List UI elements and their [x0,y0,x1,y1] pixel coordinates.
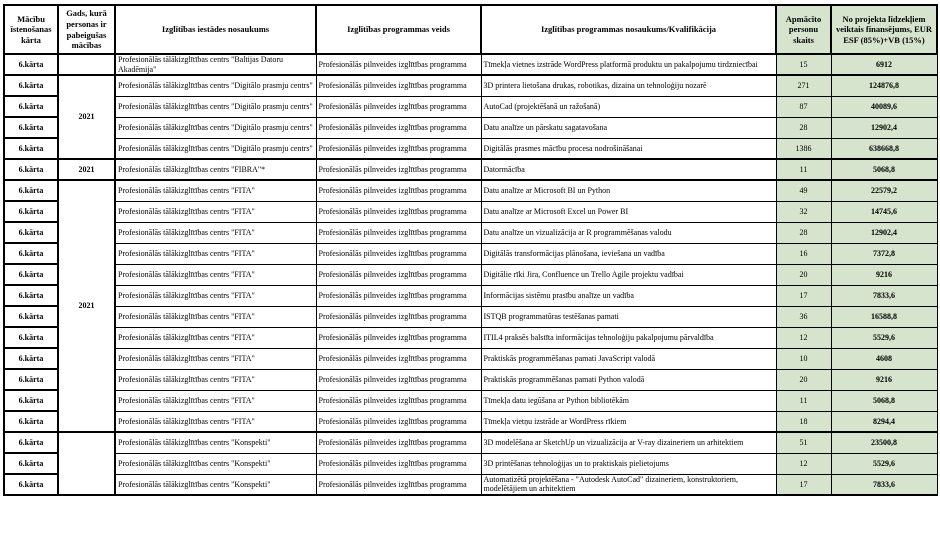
program-name-cell: 3D modelēšana ar SketchUp un vizualizācija ar V-ray dizaineriem un arhitektiem [481,432,776,453]
program-type-cell: Profesionālās pilnveides izglītības programma [316,159,481,180]
funding-amount-cell: 7372,8 [831,243,937,264]
institution-cell: Profesionālās tālākizglītības centrs "FIBRA"* [115,159,316,180]
program-type-cell: Profesionālās pilnveides izglītības programma [316,390,481,411]
program-name-cell: Digitālās transformācijas plānošana, ieviešana un vadība [481,243,776,264]
trained-count-cell: 1386 [776,138,831,159]
institution-cell: Profesionālās tālākizglītības centrs "FITA" [115,222,316,243]
trained-count-cell: 11 [776,390,831,411]
round-cell: 6.kārta [4,117,58,138]
trained-count-cell: 20 [776,264,831,285]
program-type-cell: Profesionālās pilnveides izglītības programma [316,348,481,369]
funding-amount-cell: 40089,6 [831,96,937,117]
program-type-cell: Profesionālās pilnveides izglītības programma [316,201,481,222]
program-name-cell: Datu analīze ar Microsoft BI un Python [481,180,776,201]
program-name-cell: 3D printera lietošana drukas, robotikas, dizaina un tehnoloģiju nozarē [481,75,776,96]
column-header-iestade: Izglītības iestādes nosaukums [115,5,316,54]
program-type-cell: Profesionālās pilnveides izglītības programma [316,411,481,432]
institution-cell: Profesionālās tālākizglītības centrs "FITA" [115,369,316,390]
institution-cell: Profesionālās tālākizglītības centrs "FITA" [115,348,316,369]
program-type-cell: Profesionālās pilnveides izglītības programma [316,453,481,474]
table-row [4,453,937,474]
program-name-cell: Tīmekļa datu iegūšana ar Python bibliotēkām [481,390,776,411]
trained-count-cell: 12 [776,453,831,474]
trained-count-cell: 36 [776,306,831,327]
round-cell: 6.kārta [4,327,58,348]
round-cell: 6.kārta [4,138,58,159]
round-cell: 6.kārta [4,159,58,180]
table-row [4,411,937,432]
program-name-cell: Datormācība [481,159,776,180]
program-name-cell: AutoCad (projektēšanā un ražošanā) [481,96,776,117]
round-cell: 6.kārta [4,369,58,390]
institution-cell: Profesionālās tālākizglītības centrs "FITA" [115,327,316,348]
funding-amount-cell: 5529,6 [831,453,937,474]
institution-cell: Profesionālās tālākizglītības centrs "Digitālo prasmju centrs" [115,138,316,159]
funding-amount-cell: 16588,8 [831,306,937,327]
table-row [4,138,937,159]
header-row [4,5,937,54]
funding-amount-cell: 9216 [831,369,937,390]
program-type-cell: Profesionālās pilnveides izglītības programma [316,285,481,306]
trained-count-cell: 87 [776,96,831,117]
institution-cell: Profesionālās tālākizglītības centrs "Konspekti" [115,474,316,495]
round-cell: 6.kārta [4,285,58,306]
funding-amount-cell: 5068,8 [831,390,937,411]
institution-cell: Profesionālās tālākizglītības centrs "FITA" [115,243,316,264]
institution-cell: Profesionālās tālākizglītības centrs "FITA" [115,390,316,411]
column-header-finansejums: No projekta līdzekļiem veiktais finansējums, EUR ESF (85%)+VB (15%) [831,5,937,54]
round-cell: 6.kārta [4,348,58,369]
round-cell: 6.kārta [4,390,58,411]
round-cell: 6.kārta [4,180,58,201]
institution-cell: Profesionālās tālākizglītības centrs "FITA" [115,306,316,327]
funding-amount-cell: 124876,8 [831,75,937,96]
trained-count-cell: 11 [776,159,831,180]
institution-cell: Profesionālās tālākizglītības centrs "Baltijas Datoru Akadēmija" [115,54,316,75]
trained-count-cell: 32 [776,201,831,222]
year-cell: 2021 [58,75,115,159]
year-cell: 2021 [58,180,115,432]
program-name-cell: Datu analīze ar Microsoft Excel un Power BI [481,201,776,222]
table-row [4,96,937,117]
program-type-cell: Profesionālās pilnveides izglītības programma [316,54,481,75]
institution-cell: Profesionālās tālākizglītības centrs "Digitālo prasmju centrs" [115,96,316,117]
table-row [4,54,937,75]
trained-count-cell: 15 [776,54,831,75]
year-cell [58,432,115,495]
round-cell: 6.kārta [4,306,58,327]
institution-cell: Profesionālās tālākizglītības centrs "FITA" [115,201,316,222]
round-cell: 6.kārta [4,411,58,432]
program-type-cell: Profesionālās pilnveides izglītības programma [316,75,481,96]
program-name-cell: Digitālie rīki Jira, Confluence un Trello Agile projektu vadībai [481,264,776,285]
year-cell: 2021 [58,159,115,180]
program-type-cell: Profesionālās pilnveides izglītības programma [316,369,481,390]
round-cell: 6.kārta [4,243,58,264]
trained-count-cell: 49 [776,180,831,201]
program-type-cell: Profesionālās pilnveides izglītības programma [316,264,481,285]
table-row [4,327,937,348]
table-row [4,243,937,264]
round-cell: 6.kārta [4,201,58,222]
funding-amount-cell: 12902,4 [831,117,937,138]
funding-amount-cell: 6912 [831,54,937,75]
program-type-cell: Profesionālās pilnveides izglītības programma [316,432,481,453]
table-row [4,117,937,138]
round-cell: 6.kārta [4,54,58,75]
trained-count-cell: 51 [776,432,831,453]
trained-count-cell: 18 [776,411,831,432]
column-header-programmas-veids: Izglītības programmas veids [316,5,481,54]
trained-count-cell: 16 [776,243,831,264]
table-row [4,369,937,390]
year-cell [58,54,115,75]
trained-count-cell: 20 [776,369,831,390]
trained-count-cell: 271 [776,75,831,96]
program-name-cell: 3D printēšanas tehnoloģijas un to praktiskais pielietojums [481,453,776,474]
funding-amount-cell: 5068,8 [831,159,937,180]
funding-amount-cell: 638668,8 [831,138,937,159]
trained-count-cell: 10 [776,348,831,369]
table-row [4,285,937,306]
program-name-cell: Datu analīze un vizualizācija ar R programmēšanas valodu [481,222,776,243]
trained-count-cell: 17 [776,285,831,306]
program-name-cell: Automatizētā projektēšana - "Autodesk AutoCad" dizaineriem, konstruktoriem, modelētājiem un arhitektiem [481,474,776,495]
funding-amount-cell: 4608 [831,348,937,369]
round-cell: 6.kārta [4,432,58,453]
program-type-cell: Profesionālās pilnveides izglītības programma [316,117,481,138]
funding-amount-cell: 22579,2 [831,180,937,201]
funding-amount-cell: 14745,6 [831,201,937,222]
program-name-cell: Praktiskās programmēšanas pamati JavaScript valodā [481,348,776,369]
table-body [4,54,937,495]
program-name-cell: Tīmekļa vietņu izstrāde ar WordPress rīkiem [481,411,776,432]
program-type-cell: Profesionālās pilnveides izglītības programma [316,96,481,117]
program-name-cell: Informācijas sistēmu prasību analīze un vadība [481,285,776,306]
program-type-cell: Profesionālās pilnveides izglītības programma [316,306,481,327]
table-row [4,390,937,411]
funding-amount-cell: 5529,6 [831,327,937,348]
institution-cell: Profesionālās tālākizglītības centrs "Digitālo prasmju centrs" [115,75,316,96]
trained-count-cell: 28 [776,222,831,243]
table-row [4,264,937,285]
funding-amount-cell: 7833,6 [831,285,937,306]
table-row [4,222,937,243]
institution-cell: Profesionālās tālākizglītības centrs "FITA" [115,264,316,285]
trained-count-cell: 17 [776,474,831,495]
institution-cell: Profesionālās tālākizglītības centrs "Konspekti" [115,432,316,453]
table-row [4,432,937,453]
program-name-cell: Tīmekļa vietnes izstrāde WordPress platformā produktu un pakalpojumu tirdzniecībai [481,54,776,75]
round-cell: 6.kārta [4,222,58,243]
institution-cell: Profesionālās tālākizglītības centrs "FITA" [115,180,316,201]
program-type-cell: Profesionālās pilnveides izglītības programma [316,222,481,243]
round-cell: 6.kārta [4,453,58,474]
column-header-karta: Mācību īstenošanas kārta [4,5,58,54]
institution-cell: Profesionālās tālākizglītības centrs "FITA" [115,285,316,306]
round-cell: 6.kārta [4,75,58,96]
table-row [4,474,937,495]
program-type-cell: Profesionālās pilnveides izglītības programma [316,243,481,264]
funding-amount-cell: 9216 [831,264,937,285]
program-type-cell: Profesionālās pilnveides izglītības programma [316,327,481,348]
institution-cell: Profesionālās tālākizglītības centrs "FITA" [115,411,316,432]
program-type-cell: Profesionālās pilnveides izglītības programma [316,138,481,159]
table-row [4,159,937,180]
program-name-cell: Datu analīze un pārskatu sagatavošana [481,117,776,138]
trained-count-cell: 28 [776,117,831,138]
program-type-cell: Profesionālās pilnveides izglītības programma [316,180,481,201]
round-cell: 6.kārta [4,474,58,495]
program-name-cell: Digitālās prasmes mācību procesa nodrošināšanai [481,138,776,159]
table-row [4,306,937,327]
program-name-cell: ISTQB programmatūras testēšanas pamati [481,306,776,327]
program-type-cell: Profesionālās pilnveides izglītības programma [316,474,481,495]
funding-amount-cell: 8294,4 [831,411,937,432]
table-row [4,180,937,201]
table-row [4,201,937,222]
data-table [3,4,938,496]
column-header-gads: Gads, kurā personas ir pabeigušas mācības [58,5,115,54]
program-name-cell: Praktiskās programmēšanas pamati Python valodā [481,369,776,390]
funding-amount-cell: 12902,4 [831,222,937,243]
trained-count-cell: 12 [776,327,831,348]
funding-amount-cell: 7833,6 [831,474,937,495]
institution-cell: Profesionālās tālākizglītības centrs "Digitālo prasmju centrs" [115,117,316,138]
table-row [4,348,937,369]
table-row [4,75,937,96]
funding-amount-cell: 23500,8 [831,432,937,453]
program-name-cell: ITIL4 praksēs balstīta informācijas tehnoloģiju pakalpojumu pārvaldība [481,327,776,348]
column-header-programmas-nosaukums: Izglītības programmas nosaukums/Kvalifikācija [481,5,776,54]
round-cell: 6.kārta [4,264,58,285]
institution-cell: Profesionālās tālākizglītības centrs "Konspekti" [115,453,316,474]
training-programs-table [3,4,938,496]
column-header-personu-skaits: Apmācīto personu skaits [776,5,831,54]
round-cell: 6.kārta [4,96,58,117]
